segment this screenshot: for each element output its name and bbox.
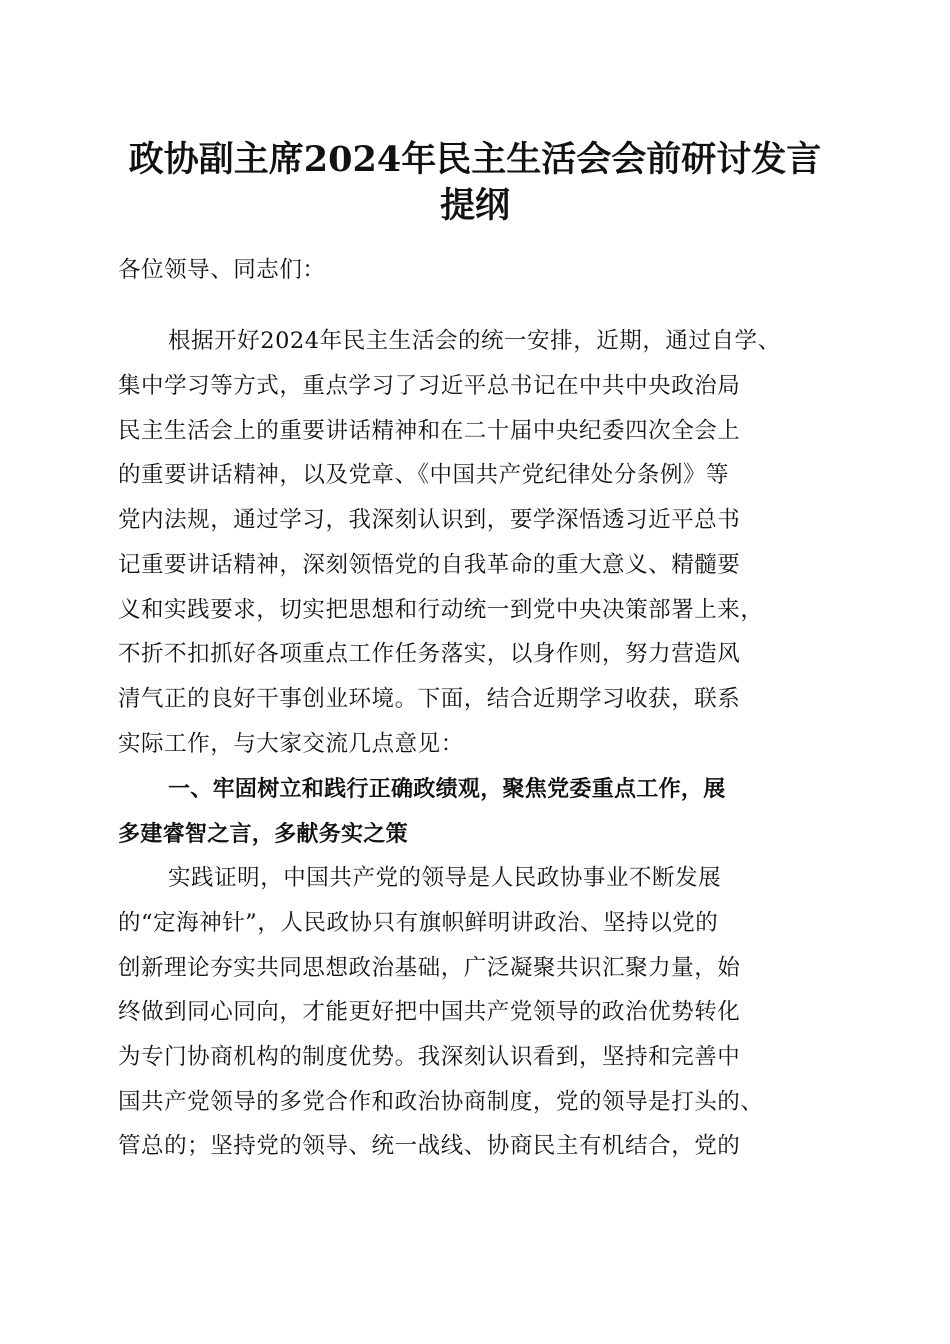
section1-line-7: 管总的；坚持党的领导、统一战线、协商民主有机结合，党的	[118, 1133, 741, 1159]
intro-line-1: 根据开好2024年民主生活会的统一安排，近期，通过自学、	[168, 328, 781, 354]
section1-line-5: 为专门协商机构的制度优势。我深刻认识看到，坚持和完善中	[118, 1044, 741, 1070]
intro-line-9: 清气正的良好干事创业环境。下面，结合近期学习收获，联系	[118, 686, 741, 712]
section1-line-2: 的“定海神针”，人民政协只有旗帜鲜明讲政治、坚持以党的	[118, 910, 719, 936]
section1-line-4: 终做到同心同向，才能更好把中国共产党领导的政治优势转化	[118, 999, 741, 1025]
intro-line-2: 集中学习等方式，重点学习了习近平总书记在中共中央政治局	[118, 373, 741, 399]
section1-line-1: 实践证明，中国共产党的领导是人民政协事业不断发展	[168, 865, 722, 891]
document-title-line1: 政协副主席2024年民主生活会会前研讨发言	[128, 139, 822, 180]
intro-line-3: 民主生活会上的重要讲话精神和在二十届中央纪委四次全会上	[118, 418, 741, 444]
section1-line-6: 国共产党领导的多党合作和政治协商制度，党的领导是打头的、	[118, 1089, 764, 1115]
intro-line-10: 实际工作，与大家交流几点意见：	[118, 731, 464, 757]
intro-line-7: 义和实践要求，切实把思想和行动统一到党中央决策部署上来，	[118, 597, 764, 623]
intro-line-8: 不折不扣抓好各项重点工作任务落实，以身作则，努力营造风	[118, 641, 741, 667]
section1-line-3: 创新理论夯实共同思想政治基础，广泛凝聚共识汇聚力量，始	[118, 955, 741, 981]
section1-heading-line2: 多建睿智之言，多献务实之策	[118, 822, 408, 847]
intro-line-4: 的重要讲话精神，以及党章、《中国共产党纪律处分条例》等	[118, 462, 730, 488]
intro-line-5: 党内法规，通过学习，我深刻认识到，要学深悟透习近平总书	[118, 507, 741, 533]
salutation: 各位领导、同志们：	[118, 257, 326, 283]
intro-line-6: 记重要讲话精神，深刻领悟党的自我革命的重大意义、精髓要	[118, 552, 741, 578]
document-title-line2: 提纲	[439, 185, 510, 226]
section1-heading-line1: 一、牢固树立和践行正确政绩观，聚焦党委重点工作，展	[168, 777, 726, 802]
